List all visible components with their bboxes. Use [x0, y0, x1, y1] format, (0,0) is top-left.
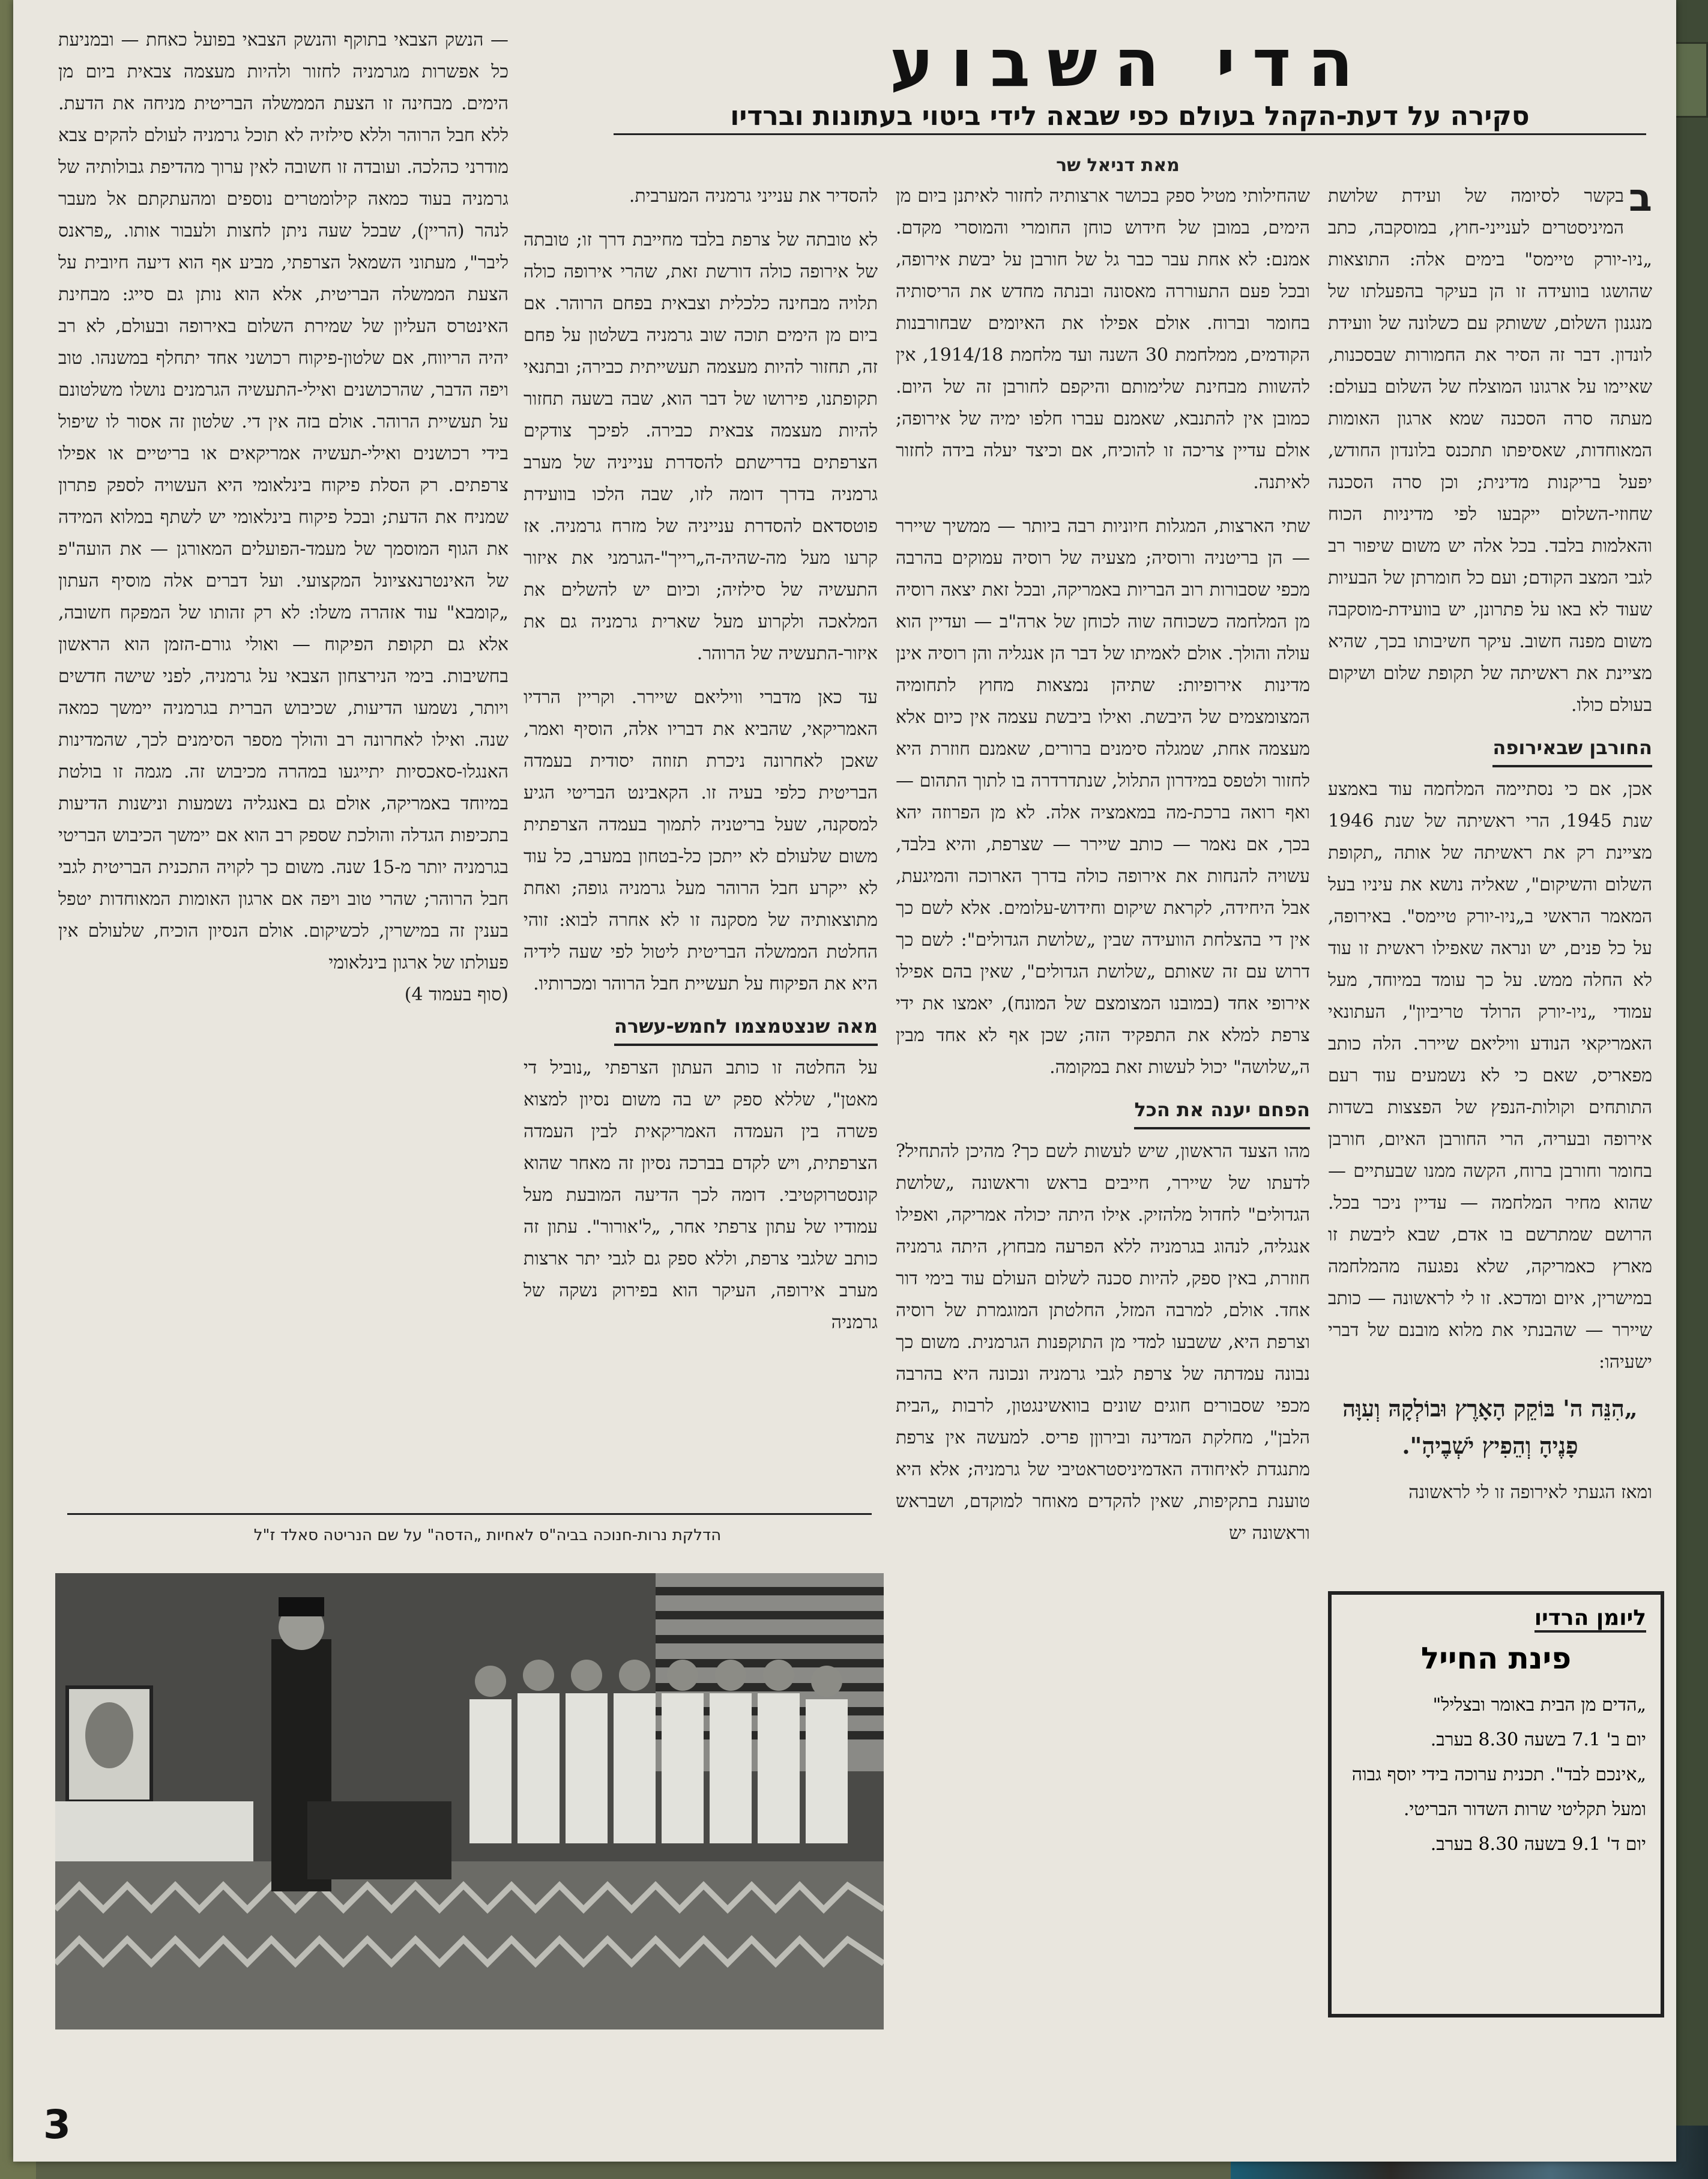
column-2-paragraph-2: שתי הארצות, המגלות חיוניות רבה ביותר — ממשיך שיירר — הן בריטניה ורוסיה; מצעיה של רוסיה עמוקים בהרבה מכפי שסבורות רוב הבריות באמריקה, ובכל זאת יצאה רוסיה מן המלחמה כשכוחה שוה לכוחן של ארה"ב — ועדיין הוא עולה והולך. אולם לאמיתו של דבר הן אנגליה והן רוסיה אינן מדינות אירופיות: שתיהן נמצאות מחוץ לתחומיה המצומצמים של היבשת. ואילו ביבשת עצמה אין כיום אלא מעצמה אחת, שמגלה סימנים ברורים, שאמנם חוזרת היא לחזור ולטפס במידרון התלול, שנתדרדרה בו לתוך התהום — ואף רואה ברכת-מה במאמציה אלה. לא מן הפרוזה יהא בכך, אם נאמר — כותב שיירר — שצרפת, והיא בלבד, עשויה להנחות את אירופה כולה בדרך הארוכה והמיגעת, אבל היחידה, לקראת שיקום וחידוש-עלומים. אלא לשם כך אין די בהצלחת הוועידה שבין „שלושת הגדולים": לשם כך דרוש עם זה שאותם „שלושת הגדולים", שאין בהם אפילו אירופי אחד (במובנו המצומצם של המונח), יאמצו את ידי צרפת למלא את התפקיד הזה; שכן אף לא אחד מבין ה„שלושה" יכול לעשות זאת במקומה. [896, 516, 1310, 1078]
column-2-paragraph-3: מהו הצעד הראשון, שיש לעשות לשם כך? מהיכן להתחיל? לדעתו של שיירר, חייבים בראש וראשונה „שלושת הגדולים" לחדול מלהזיק. אילו היתה יכולה אמריקה, ואפילו אנגליה, לנהוג בגרמניה ללא הפרעה מבחוץ, היתה גרמניה חוזרת, באין ספק, להיות סכנה לשלום העולם עוד בימי דור אחד. אולם, למרבה המזל, החלטתן המוגמרת של רוסיה וצרפת היא, ששבעו למדי מן התוקפנות הגרמנית. משום כך נבונה עמדתה של צרפת לגבי גרמניה ונכונה היא בהרבה מכפי שסבורים חוגים שונים בוואשינגטון, לרבות „הבית הלבן", מחלקת המדינה ובירוןן פריס. למעשה אין צרפת מתנגדת לאיחודה האדמיניסטראטיבי של גרמניה; אלא היא טוענת בתקיפות, שאין להקדים מאוחר למוקדם, ושבראש וראשונה יש [896, 1141, 1310, 1544]
newspaper-page [13, 0, 1676, 2162]
page-number: 3 [43, 2102, 71, 2148]
photo-hanukkah-nurses [55, 1573, 884, 2029]
isaiah-verse: „הִנֵּה ה' בּוֹקֵק הָאָרֶץ וּבוֹלְקָהּ וְעִוָּה פָנֶיהָ וְהֵפִיץ יֹשְׁבֶיהָ". [1342, 1395, 1638, 1459]
soldier-corner-title: פינת החייל [1420, 1641, 1572, 1676]
radio-diary-box [1328, 1591, 1664, 2017]
photo-rule [67, 1513, 872, 1515]
column-4-paragraph-1: — הנשק הצבאי בתוקף והנשק הצבאי בפועל כאחת — ובמניעת כל אפשרות מגרמניה לחזור ולהיות מעצמה צבאית ביום מן הימים. מבחינה זו הצעת הממשלה הבריטית מניחה את הדעת. ללא חבל הרוהר וללא סילזיה לא תוכל גרמניה לעולם להקים צבא מודרני כהלכה. ועובדה זו חשובה לאין ערוך מהדיפת גבולותיה של גרמניה בעוד כמאה קילומטרים נוספים ומהעתקתם אל מעבר לנהר (הריין), שבכל שעה ניתן לחצות ולעבור אותו. „פראנס ליבר", מעתוני השמאל הצרפתי, מביע אף הוא דיעה חיובית על הצעת הממשלה הבריטית, אלא הוא נותן גם סייג: מבחינת האינטרס העליון של שמירת השלום באירופה ובעולם, לא רב יהיה הריווח, אם שלטון-פיקוח רכושני אחד יתחלף במשנהו. טוב ויפה הדבר, שהרכושנים ואילי-התעשיה הגרמנים נושלו משלטונם על תעשיית הרוהר. אולם בזה אין די. שלטון זה אסור לו שיפול בידי רכושנים ואילי-תעשיה אמריקאים או בריטיים או אפילו צרפתים. רק הסלת פיקוח בינלאומי היא העשויה לספק פתרון שמניח את הדעת; ובכל פיקוח בינלאומי יש לשתף במלוא המידה את הגוף המוסמך של מעמד-הפועלים המאורגן — את הועה"פ של האינטרנאציונל המקצועי. ועל דברים אלה מוסיף העתון „קומבא" עוד אזהרה משלו: לא רק זהותו של המפקח חשובה, אלא גם תקופת הפיקוח — ואולי גורם-הזמן הוא הראשון בחשיבות. בימי הנירצחון הצבאי על גרמניה, לפני שישה חדשים ויותר, נשמעו הדיעות, שכיבוש הברית בגרמניה יימשך כמאה שנה. ואילו לאחרונה רב והולך מספר הסימנים לכך, שהמדינות האנגלו-סאכסיות יתייגעו במהרה מכיבוש זה. מגמה זו בולטת במיוחד באמריקה, אולם גם באנגליה נשמעות ונישנות הדיעות בתכיפות הגדלה והולכת שספק רב הוא אם יימשך הכיבוש הבריטי בגרמניה יותר מ-15 שנה. משום כך לקויה התכנית הבריטית לגבי חבל הרוהר; שהרי טוב ויפה אם ארגון האומות המאוחדות יטפל בענין זה במישרין, לכשיקום. אולם הנסיון הוכיח, שלעולם אין פעולתו של ארגון בינלאומי [58, 29, 508, 973]
column-4 [58, 24, 508, 1507]
column-1-paragraph-3: ומאז הגעתי לאירופה זו לי לראשונה [1408, 1482, 1652, 1503]
section-heading-coal: הפחם יענה את הכל [1134, 1094, 1310, 1129]
column-3-paragraph-2: לא טובתה של צרפת בלבד מחייבת דרך זו; טובתה של אירופה כולה דורשת זאת, שהרי אירופה כולה תלויה מבחינה כלכלית וצבאית בפחם הרוהר. אם ביום מן הימים תוכה שוב גרמניה בשלטון על פחם זה, תחזור להיות מעצמה תעשייתית כבירה; ובתנאי תקופתנו, פירושו של דבר הוא, שבה בשעה תחזור להיות מעצמה צבאית כבירה. לפיכך צודקים הצרפתים בדרישתם להסדרת ענייניה של מערב גרמניה בדרך דומה לזו, שבה הלכו בוועידת פוטסדאם להסדרת ענייניה של מזרח גרמניה. אז קרעו מעל מה-שהיה-ה„רייך"-הגרמני את איזור התעשיה של סילזיה; וכיום יש להשלים את המלאכה ולקרוע מעל שארית גרמניה גם את איזור-התעשיה של הרוהר. [524, 229, 878, 664]
column-3-paragraph-4: על החלטה זו כותב העתון הצרפתי „נוביל די מאטן", שללא ספק יש בה משום נסיון למצוא פשרה בין העמדה האמריקאית לבין העמדה הצרפתית, ויש לקדם בברכה נסיון זה מאחר שהוא קונסטרוקטיבי. דומה לכך הדיעה המובעת מעל עמודיו של עתון צרפתי אחר, „ל'אורור". עתון זה כותב שלגבי צרפת, וללא ספק גם לגבי יתר ארצות מערב אירופה, העיקר הוא בפירוק נשקה של גרמניה [524, 1057, 878, 1333]
column-1-paragraph-2: אכן, אם כי נסתיימה המלחמה עוד באמצע שנת 1945, הרי ראשיתה של שנת 1946 מציינת רק את ראשיתה של אותה „תקופת השלום והשיקום", שאליה נושא את עיניו בעל המאמר הראשי ב„ניו-יורק טיימס". באירופה, על כל פנים, יש ונראה שאפילו ראשית זו עוד לא החלה ממש. על כך עומד במיוחד, מעל עמודי „ניו-יורק הרולד טריביון", העתונאי האמריקאי הנודע וויליאם שיירר. הלה כותב מפאריס, שאם כי לא נשמעים עוד רעם התותחים וקולות-הנפץ של הפצצות בשדות אירופה ובעריה, הרי החורבן האיום, חורבן בחומר וחורבן ברוח, הקשה ממנו שבעתיים — שהוא מחיר המלחמה — עדיין ניכר בכל. הרושם שמתרשם בו אדם, שבא ליבשת זו מארץ כאמריקה, שלא נפגעה מהמלחמה במישרין, איום ומדכא. זו לי לראשונה — כותב שיירר — שהבנתי את מלוא מובנם של דברי ישעיהו: [1328, 779, 1652, 1373]
masthead [614, 24, 1646, 131]
photo-image [55, 1573, 884, 2029]
column-2-paragraph-1: שהחילותי מטיל ספק בכושר ארצותיה לחזור לאיתנן ביום מן הימים, במובן של חידוש כוחן החומרי והמוסרי מקדם. אמנם: לא אחת עבר כבר גל של חורבן על יבשת אירופה, ובכל פעם התעוררה מאסונה ובנתה מחדש את הריסותיה בחומר וברוח. אולם אפילו את האיומים שבחורבנות הקודמים, ממלחמת 30 השנה ועד מלחמת 1914/18, אין להשוות מבחינת שלימותם והיקפם לחורבן זה של היום. כמובן אין להתנבא, שאמנם עברו חלפו ימיה של אירופה; אולם עדיין צריכה זו להוכיח, אם וכיצד יעלה בידה לחזור לאיתנה. [896, 186, 1310, 493]
section-heading-hundred-years: מאה שנצטמצמו לחמש-עשרה [614, 1011, 878, 1046]
photo-caption: הדלקת נרות-חנוכה בביה"ס לאחיות „הדסה" על שם הנריטה סאלד ז"ל [253, 1526, 722, 1544]
column-3 [524, 180, 878, 1513]
column-3-paragraph-3: עד כאן מדברי וויליאם שיירר. וקריין הרדיו האמריקאי, שהביא את דבריו אלה, הוסיף ואמר, שאכן לאחרונה ניכרת תזוזה יסודית בעמדה הבריטית כלפי בעיה זו. הקאבינט הבריטי הגיע למסקנה, שעל בריטניה לתמוך בעמדה הצרפתית משום שלעולם לא ייתכן כל-בטחון במערב, כל עוד לא ייקרע חבל הרוהר מעל גרמניה גופה; ואחת מתוצאותיה של מסקנה זו לא אחרה לבוא: זוהי החלטת הממשלה הבריטית ליטול לפי שעה לידיה היא את הפיקוח על תעשיית חבל הרוהר ומכרותיו. [524, 687, 878, 994]
section-heading-europe-ruin: החורבן שבאירופה [1492, 732, 1652, 767]
program-2-time: יום ד' 9.1 בשעה 8.30 בערב. [1430, 1834, 1646, 1855]
page-subtitle: סקירה על דעת-הקהל בעולם כפי שבאה לידי ביטוי בעתונות וברדיו [730, 101, 1530, 131]
column-2 [896, 180, 1310, 2041]
page-title: הדי השבוע [889, 25, 1370, 101]
program-1-time: יום ב' 7.1 בשעה 8.30 בערב. [1430, 1729, 1646, 1750]
continued-note: (סוף בעמוד 4) [404, 984, 508, 1005]
program-1-name: „הדים מן הבית באומר ובצליל" [1432, 1694, 1646, 1715]
column-1-paragraph-1: בקשר לסיומה של ועידת שלושת המיניסטרים לענייני-חוץ, במוסקבה, כתב „ניו-יורק טיימס" בימים אלה: התוצאות שהושגו בוועידה זו הן בעיקר בהפעלתו של מנגנון השלום, ששותק עם כשלונה של וועידת לונדון. דבר זה הסיר את החמורות שבסכנות, שאיימו על ארגונו המוצלח של השלום בעולם: מעתה סרה הסכנה שמא ארגון האומות המאוחדות, שאסיפתו תתכנס בלונדון החודש, יפעל בריקנות מדינית; וכן סרה הסכנה שחוזי-השלום ייקבעו לפי מדיניות הכוח והאלמות בלבד. בכל אלה יש משום שיפור רב לגבי המצב הקודם; ועם כל חומרתן של הבעיות שעוד לא באו על פתרונן, יש בוועידת-מוסקבה משום מפנה חשוב. עיקר חשיבותו בכך, שהיא מציינת את ראשיתה של תקופת שלום ושיקום בעולם כולו. [1328, 186, 1652, 716]
masthead-rule [614, 133, 1646, 135]
column-1 [1328, 180, 1652, 1579]
radio-diary-title: ליומן הרדיו [1534, 1606, 1646, 1633]
dropcap: ב [1628, 180, 1652, 220]
program-2-desc: „אינכם לבד". תכנית ערוכה בידי יוסף גבוה ומעל תקליטי שרות השדור הבריטי. [1351, 1764, 1646, 1820]
column-3-paragraph-1: להסדיר את ענייני גרמניה המערבית. [629, 186, 878, 207]
author-byline: מאת דניאל שר [1056, 155, 1180, 176]
